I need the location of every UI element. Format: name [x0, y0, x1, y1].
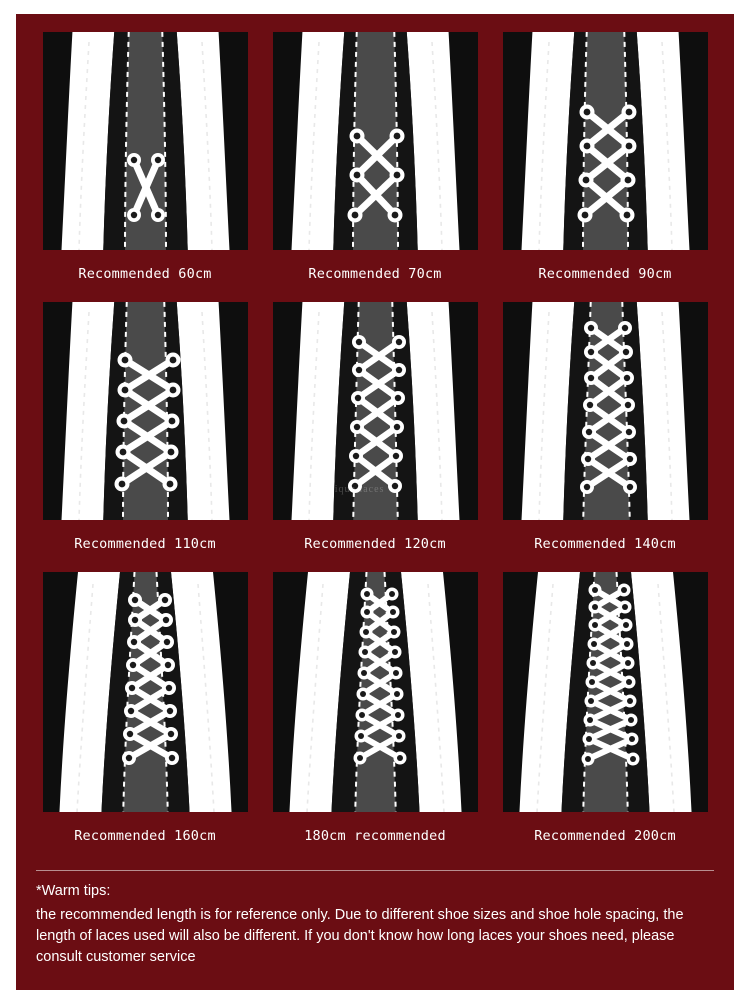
lace-length-chart [16, 14, 734, 990]
shoe-svg [43, 302, 248, 520]
shoe-cell [496, 32, 714, 300]
warm-tips-title: *Warm tips: [36, 883, 111, 899]
shoe-caption: Recommended 70cm [308, 266, 442, 282]
shoe-cell [496, 302, 714, 570]
shoe-illustration [273, 32, 478, 250]
shoe-illustration [503, 572, 708, 812]
shoe-cell [266, 32, 484, 300]
shoe-cell [36, 302, 254, 570]
shoe-illustration [43, 302, 248, 520]
shoe-svg [43, 32, 248, 250]
shoe-cell [496, 572, 714, 862]
shoe-svg [503, 302, 708, 520]
shoe-caption: 180cm recommended [304, 828, 446, 844]
shoe-caption: Recommended 90cm [538, 266, 672, 282]
shoe-svg [43, 572, 248, 812]
shoe-illustration [503, 302, 708, 520]
shoe-illustration [43, 32, 248, 250]
shoe-illustration [503, 32, 708, 250]
shoe-cell [36, 572, 254, 862]
shoe-caption: Recommended 200cm [534, 828, 676, 844]
shoe-caption: Recommended 120cm [304, 536, 446, 552]
shoe-svg [273, 572, 478, 812]
shoe-cell [36, 32, 254, 300]
shoe-illustration [273, 572, 478, 812]
shoe-illustration [43, 572, 248, 812]
shoe-caption: Recommended 160cm [74, 828, 216, 844]
watermark: Unique laces [320, 484, 385, 495]
shoe-cell [266, 302, 484, 570]
shoe-svg [503, 32, 708, 250]
shoe-grid [36, 32, 714, 862]
shoe-svg [273, 32, 478, 250]
warm-tips-body: the recommended length is for reference only. Due to different shoe sizes and shoe hole spacing, the length of laces used will also be different. If you don't know how long laces your shoes need, please consult customer service [36, 907, 684, 966]
shoe-caption: Recommended 110cm [74, 536, 216, 552]
shoe-illustration [273, 302, 478, 520]
warm-tips [36, 870, 714, 968]
shoe-svg [503, 572, 708, 812]
shoe-caption: Recommended 140cm [534, 536, 676, 552]
shoe-cell [266, 572, 484, 862]
shoe-caption: Recommended 60cm [78, 266, 212, 282]
